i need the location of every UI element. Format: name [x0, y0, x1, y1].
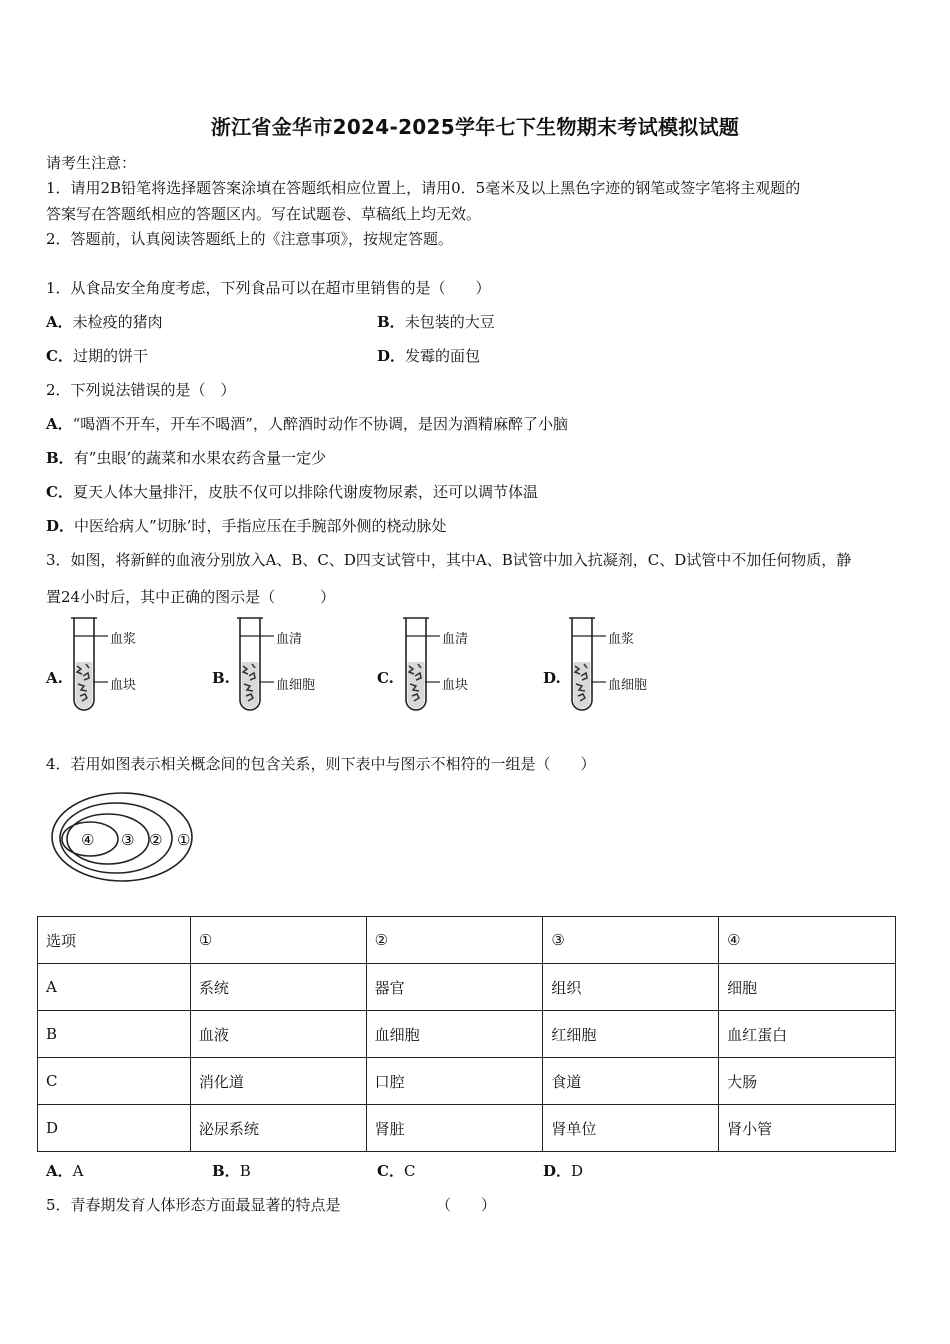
table-cell: 血红蛋白 [719, 1011, 896, 1058]
q4-table [37, 916, 896, 1152]
table-cell: 食道 [543, 1058, 719, 1105]
diagram-label-4: ④ [81, 831, 95, 849]
tube-a-bottom-label: 血块 [110, 678, 137, 693]
tube-b-top-label: 血清 [276, 632, 303, 647]
table-cell: 组织 [543, 964, 719, 1011]
notice-heading: 请考生注意： [46, 154, 137, 172]
table-cell: 泌尿系统 [190, 1105, 366, 1152]
q4-stem: 4．若用如图表示相关概念间的包含关系，则下表中与图示不相符的一组是（ ） [46, 755, 596, 773]
tube-d-top-label: 血浆 [608, 632, 635, 647]
table-cell: 口腔 [366, 1058, 543, 1105]
q3-stem-line-1: 3．如图，将新鲜的血液分别放入A、B、C、D四支试管中，其中A、B试管中加入抗凝剂，C、D试管中不加任何物质，静 [46, 551, 852, 569]
tube-c-bottom-label: 血块 [442, 678, 469, 693]
q1-option-a[interactable]: A．未检疫的猪肉 [46, 313, 163, 331]
q5-stem: 5．青春期发育人体形态方面最显著的特点是 [46, 1196, 341, 1214]
diagram-label-1: ① [177, 831, 191, 849]
tube-a-label[interactable]: A. [46, 669, 63, 687]
table-cell: 红细胞 [543, 1011, 719, 1058]
q2-option-d[interactable]: D．中医给病人”切脉’时，手指应压在手腕部外侧的桡动脉处 [46, 517, 447, 535]
table-cell: 消化道 [190, 1058, 366, 1105]
table-cell: 器官 [366, 964, 543, 1011]
table-cell: 肾脏 [366, 1105, 543, 1152]
table-cell: 肾小管 [719, 1105, 896, 1152]
q5-answer-blank: （ ） [436, 1196, 497, 1214]
q4-option-b[interactable]: B．B [212, 1162, 251, 1180]
table-row [38, 1011, 896, 1058]
q2-stem: 2．下列说法错误的是（ ） [46, 381, 236, 399]
table-header-cell: 选项 [38, 917, 191, 964]
notice-line-3: 2．答题前，认真阅读答题纸上的《注意事项》，按规定答题。 [46, 230, 454, 248]
table-cell: 肾单位 [543, 1105, 719, 1152]
table-header-row [38, 917, 896, 964]
tube-d-bottom-label: 血细胞 [608, 678, 648, 693]
table-cell: 血细胞 [366, 1011, 543, 1058]
q4-option-a[interactable]: A．A [46, 1162, 84, 1180]
table-cell: C [38, 1058, 191, 1105]
table-cell: D [38, 1105, 191, 1152]
q2-option-c[interactable]: C．夏天人体大量排汗，皮肤不仅可以排除代谢废物尿素，还可以调节体温 [46, 483, 538, 501]
table-header-cell: ② [366, 917, 543, 964]
table-cell: 血液 [190, 1011, 366, 1058]
tube-b-bottom-label: 血细胞 [276, 678, 316, 693]
q1-stem: 1．从食品安全角度考虑，下列食品可以在超市里销售的是（ ） [46, 279, 491, 297]
table-row [38, 1058, 896, 1105]
diagram-label-3: ③ [121, 831, 135, 849]
table-row [38, 964, 896, 1011]
table-row [38, 1105, 896, 1152]
table-header-cell: ④ [719, 917, 896, 964]
q4-option-c[interactable]: C．C [377, 1162, 416, 1180]
q2-option-a[interactable]: A．“喝酒不开车，开车不喝酒”，人醉酒时动作不协调，是因为酒精麻醉了小脑 [46, 415, 568, 433]
q3-stem-line-2: 置24小时后，其中正确的图示是（ ） [46, 588, 336, 606]
diagram-label-2: ② [149, 831, 163, 849]
q1-option-c[interactable]: C．过期的饼干 [46, 347, 148, 365]
table-cell: B [38, 1011, 191, 1058]
tube-d-label[interactable]: D. [543, 669, 561, 687]
q1-option-d[interactable]: D．发霉的面包 [377, 347, 481, 365]
q2-option-b[interactable]: B．有”虫眼’的蔬菜和水果农药含量一定少 [46, 449, 327, 467]
table-header-cell: ① [190, 917, 366, 964]
notice-line-1: 1．请用2B铅笔将选择题答案涂填在答题纸相应位置上，请用0．5毫米及以上黑色字迹的钢笔或签字笔将主观题的 [46, 179, 801, 197]
notice-line-2: 答案写在答题纸相应的答题区内。写在试题卷、草稿纸上均无效。 [46, 205, 482, 223]
table-cell: A [38, 964, 191, 1011]
q1-option-b[interactable]: B．未包装的大豆 [377, 313, 495, 331]
table-cell: 细胞 [719, 964, 896, 1011]
table-header-cell: ③ [543, 917, 719, 964]
tube-c-top-label: 血清 [442, 632, 469, 647]
tube-a-top-label: 血浆 [110, 632, 137, 647]
table-cell: 大肠 [719, 1058, 896, 1105]
tube-b-label[interactable]: B. [212, 669, 230, 687]
nested-ellipses-diagram [50, 785, 200, 885]
table-cell: 系统 [190, 964, 366, 1011]
page-title: 浙江省金华市2024-2025学年七下生物期末考试模拟试题 [210, 115, 740, 139]
q4-option-d[interactable]: D．D [543, 1162, 584, 1180]
tube-c-label[interactable]: C. [377, 669, 394, 687]
